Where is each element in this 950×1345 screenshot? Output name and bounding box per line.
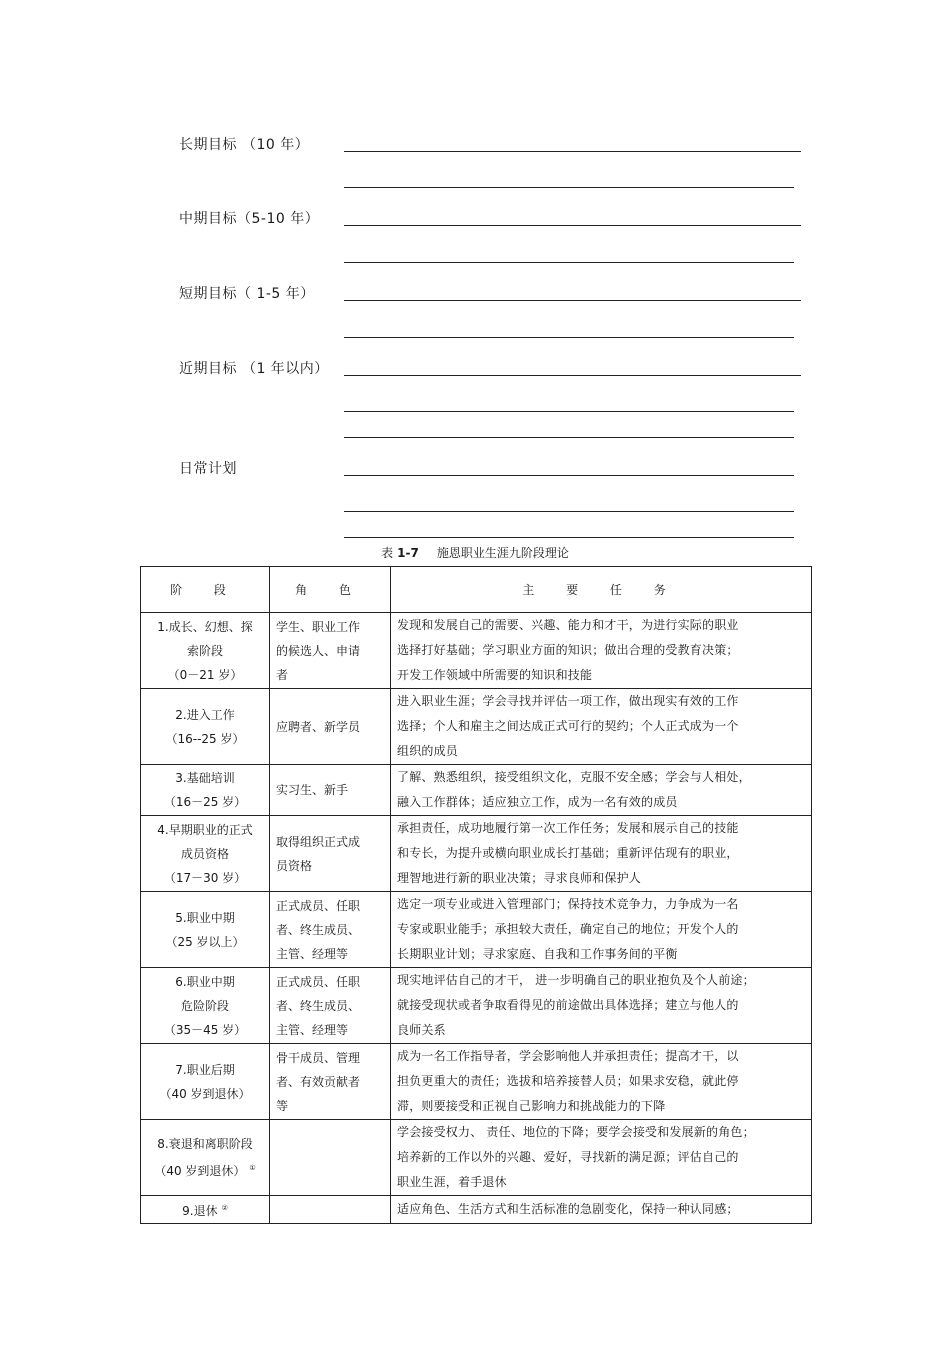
stage-cell [141, 689, 270, 765]
goal-short-term-line-2[interactable] [344, 337, 794, 338]
goal-mid-term-label: 中期目标（5-10 年） [179, 211, 320, 227]
role-cell-line: 学生、职业工作 [276, 619, 361, 634]
stage-cell-line: （35－45 岁） [163, 1022, 247, 1037]
role-cell-line: 者、终生成员、 [276, 998, 361, 1013]
tasks-cell-line: 承担责任，成功地履行第一次工作任务；发展和展示自己的技能 [397, 821, 739, 835]
stage-cell [141, 816, 270, 892]
role-cell [270, 689, 391, 765]
stage-cell-line: （40 岁到退休） [159, 1086, 251, 1101]
daily-plan-line-2[interactable] [344, 511, 794, 512]
header-role: 角 色 [270, 567, 391, 613]
stage-cell-line: （25 岁以上） [165, 934, 245, 949]
stage-cell-line: （17－30 岁） [163, 870, 247, 885]
career-stages-table [140, 566, 812, 1224]
role-cell-line: 者 [276, 667, 289, 682]
tasks-cell-line: 理智地进行新的职业决策；寻求良师和保护人 [397, 871, 642, 885]
goal-near-term-label: 近期目标 （1 年以内） [179, 361, 329, 377]
goal-near-term-line-1[interactable] [344, 375, 801, 376]
tasks-cell-line: 选定一项专业或进入管理部门；保持技术竞争力，力争成为一名 [397, 897, 739, 911]
stage-cell-line: 索阶段 [186, 643, 223, 658]
stage-cell-line: （16－25 岁） [163, 795, 247, 809]
tasks-cell-line: 开发工作领域中所需要的知识和技能 [397, 668, 593, 682]
header-tasks: 主 要 任 务 [391, 567, 812, 613]
tasks-cell-line: 培养新的工作以外的兴趣、爱好，寻找新的满足源；评估自己的 [397, 1150, 739, 1164]
stage-cell-line: 成员资格 [180, 846, 229, 861]
tasks-cell-line: 担负更重大的责任；选拔和培养接替人员；如果求安稳，就此停 [397, 1074, 739, 1088]
role-cell-line: 者、终生成员、 [276, 922, 361, 937]
table-row [141, 689, 812, 765]
stage-cell-line: 危险阶段 [180, 998, 229, 1013]
role-cell [270, 816, 391, 892]
stage-cell-line-wrap [145, 1156, 265, 1183]
stage-cell-line: （40 岁到退休） [154, 1164, 246, 1178]
stage-cell-line: 1.成长、幻想、探 [157, 619, 253, 634]
goal-mid-term-line-1[interactable] [344, 225, 801, 226]
stage-cell [141, 892, 270, 968]
stage-cell-line: 4.早期职业的正式 [157, 822, 253, 837]
tasks-cell-line: 发现和发展自己的需要、兴趣、能力和才干，为进行实际的职业 [397, 618, 739, 632]
table-row [141, 968, 812, 1044]
table-header-row [141, 567, 812, 613]
role-cell [270, 613, 391, 689]
stage-cell-line: 7.职业后期 [175, 1062, 235, 1077]
tasks-cell [391, 689, 812, 765]
table-row [141, 1196, 812, 1224]
daily-plan-line-1[interactable] [344, 475, 794, 476]
role-cell-line: 实习生、新手 [276, 783, 349, 797]
tasks-cell-line: 和专长，为提升或横向职业成长打基础；重新评估现有的职业， [397, 846, 739, 860]
tasks-cell-line: 长期职业计划；寻求家庭、自我和工作事务间的平衡 [397, 947, 678, 961]
role-cell [270, 1044, 391, 1120]
goal-near-term-line-2[interactable] [344, 411, 794, 412]
stage-cell [141, 1196, 270, 1224]
tasks-cell-line: 适应角色、生活方式和生活标准的急剧变化，保持一种认同感； [397, 1202, 739, 1216]
table-row [141, 892, 812, 968]
stage-cell-line: 6.职业中期 [175, 974, 235, 989]
tasks-cell-line: 选择；个人和雇主之间达成正式可行的契约；个人正式成为一个 [397, 719, 739, 733]
tasks-cell [391, 892, 812, 968]
tasks-cell-line: 成为一名工作指导者，学会影响他人并承担责任；提高才干，以 [397, 1049, 739, 1063]
role-cell-line: 取得组织正式成 [276, 834, 361, 849]
role-cell [270, 1120, 391, 1196]
tasks-cell-line: 组织的成员 [397, 744, 459, 758]
role-cell-line: 的候选人、申请 [276, 643, 361, 658]
table-row [141, 1120, 812, 1196]
role-cell [270, 765, 391, 816]
goal-long-term-label: 长期目标 （10 年） [179, 137, 310, 153]
goal-long-term-line-2[interactable] [344, 187, 794, 188]
stage-cell-line: 9.退休 [182, 1204, 218, 1218]
tasks-cell-line: 进入职业生涯；学会寻找并评估一项工作，做出现实有效的工作 [397, 694, 739, 708]
tasks-cell-line: 现实地评估自己的才干， 进一步明确自己的职业抱负及个人前途； [397, 973, 755, 987]
daily-plan-label: 日常计划 [179, 461, 237, 477]
footnote-marker: ② [221, 1204, 228, 1212]
role-cell [270, 968, 391, 1044]
tasks-cell [391, 968, 812, 1044]
caption-title: 施恩职业生涯九阶段理论 [436, 546, 569, 560]
stage-cell [141, 1044, 270, 1120]
tasks-cell-line: 了解、熟悉组织，接受组织文化，克服不安全感；学会与人相处， [397, 770, 751, 784]
role-cell-line: 主管、经理等 [276, 946, 349, 961]
stage-cell-line: 2.进入工作 [175, 707, 235, 722]
goal-mid-term-line-2[interactable] [344, 262, 794, 263]
role-cell-line: 应聘者、新学员 [276, 719, 361, 734]
footnote-marker: ① [249, 1164, 256, 1172]
table-row [141, 1044, 812, 1120]
tasks-cell-line: 专家或职业能手；承担较大责任，确定自己的地位；开发个人的 [397, 922, 739, 936]
stage-cell-line: （16--25 岁） [165, 731, 245, 746]
tasks-cell-line: 融入工作群体；适应独立工作，成为一名有效的成员 [397, 795, 678, 809]
stage-cell [141, 765, 270, 816]
tasks-cell-line: 良师关系 [397, 1023, 446, 1037]
role-cell-line: 员资格 [276, 858, 313, 873]
role-cell [270, 1196, 391, 1224]
caption-number: 1-7 [397, 546, 419, 560]
stage-cell [141, 613, 270, 689]
role-cell-line: 等 [276, 1098, 289, 1113]
table-row [141, 613, 812, 689]
tasks-cell [391, 1196, 812, 1224]
tasks-cell-line: 职业生涯，着手退休 [397, 1175, 507, 1189]
table-row [141, 816, 812, 892]
role-cell-line: 正式成员、任职 [276, 974, 361, 989]
stage-cell-line: 5.职业中期 [175, 910, 235, 925]
role-cell-line: 者、有效贡献者 [276, 1074, 361, 1089]
tasks-cell-line: 选择打好基础；学习职业方面的知识；做出合理的受教育决策； [397, 643, 739, 657]
tasks-cell [391, 1044, 812, 1120]
goal-short-term-line-1[interactable] [344, 300, 801, 301]
goal-near-term-line-3[interactable] [344, 437, 794, 438]
tasks-cell [391, 765, 812, 816]
tasks-cell [391, 1120, 812, 1196]
tasks-cell [391, 816, 812, 892]
stage-cell [141, 968, 270, 1044]
goal-long-term-line-1[interactable] [344, 151, 801, 152]
tasks-cell-line: 学会接受权力、 责任、地位的下降；要学会接受和发展新的角色； [397, 1125, 755, 1139]
table-caption [0, 544, 950, 561]
role-cell-line: 正式成员、任职 [276, 898, 361, 913]
role-cell-line: 主管、经理等 [276, 1022, 349, 1037]
tasks-cell-line: 滞，则要接受和正视自己影响力和挑战能力的下降 [397, 1099, 666, 1113]
table-row [141, 765, 812, 816]
role-cell-line: 骨干成员、管理 [276, 1050, 361, 1065]
stage-cell-line-wrap [145, 1196, 265, 1223]
caption-prefix: 表 [381, 546, 394, 560]
stage-cell-line: 3.基础培训 [175, 771, 235, 785]
role-cell [270, 892, 391, 968]
goal-short-term-label: 短期目标（ 1-5 年） [179, 286, 315, 302]
stage-cell-line: （0－21 岁） [167, 667, 243, 682]
tasks-cell [391, 613, 812, 689]
stage-cell-line: 8.衰退和离职阶段 [157, 1137, 253, 1151]
stage-cell [141, 1120, 270, 1196]
daily-plan-line-3[interactable] [344, 537, 794, 538]
header-stage: 阶 段 [141, 567, 270, 613]
tasks-cell-line: 就接受现状或者争取看得见的前途做出具体选择；建立与他人的 [397, 998, 739, 1012]
